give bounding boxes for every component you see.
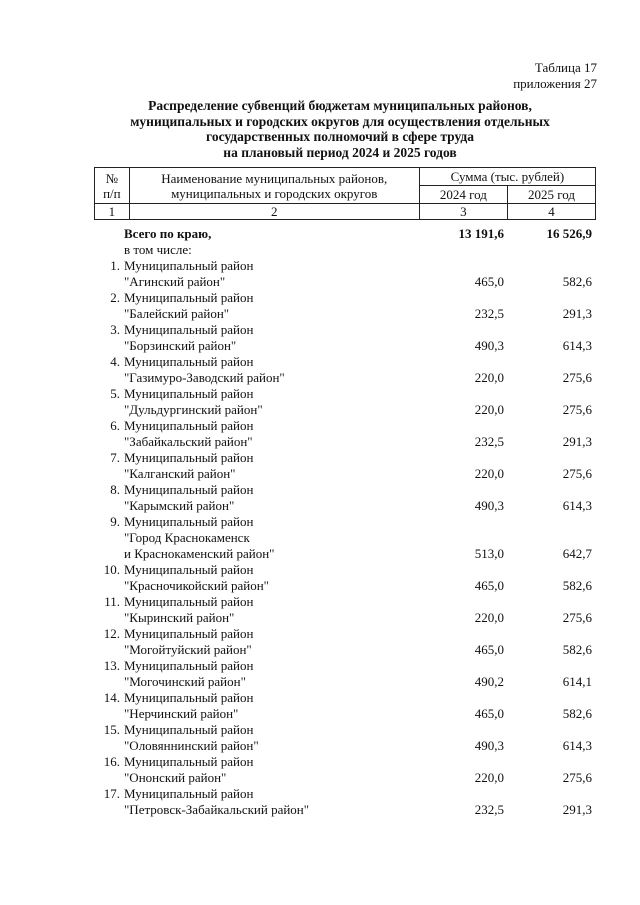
- municipality-name: [124, 626, 424, 658]
- row-number: 12.: [103, 626, 120, 641]
- value-2024: 490,3: [474, 498, 504, 513]
- name-line: "Ононский район": [124, 770, 227, 785]
- name-line: Муниципальный район: [124, 594, 254, 609]
- column-index-4: 4: [507, 204, 595, 220]
- name-line: Муниципальный район: [124, 514, 254, 529]
- name-line: Муниципальный район: [124, 258, 254, 273]
- value-2025: 275,6: [562, 610, 592, 625]
- name-line: Муниципальный район: [124, 290, 254, 305]
- name-line: "Забайкальский район": [124, 434, 253, 449]
- sum-column-header: Сумма (тыс. рублей): [419, 168, 595, 186]
- municipality-name: [124, 562, 424, 594]
- value-2024: 232,5: [474, 434, 504, 449]
- value-2025: 291,3: [562, 306, 592, 321]
- total-label: Всего по краю,: [124, 226, 212, 241]
- name-line: Муниципальный район: [124, 354, 254, 369]
- value-2025: 275,6: [562, 770, 592, 785]
- name-line: и Краснокаменский район": [124, 546, 275, 561]
- name-line: Муниципальный район: [124, 626, 254, 641]
- year-2025-header: 2025 год: [507, 186, 595, 204]
- title-line: государственных полномочий в сфере труда: [206, 129, 474, 144]
- name-column-header: [129, 168, 419, 204]
- value-2024: 490,2: [474, 674, 504, 689]
- value-2024: 465,0: [474, 706, 504, 721]
- name-line: Муниципальный район: [124, 562, 254, 577]
- name-line: "Газимуро-Заводский район": [124, 370, 285, 385]
- table-number: Таблица 17: [534, 60, 597, 75]
- value-2025: 291,3: [562, 434, 592, 449]
- name-line: Муниципальный район: [124, 418, 254, 433]
- name-line: Муниципальный район: [124, 722, 254, 737]
- name-line: "Борзинский район": [124, 338, 237, 353]
- column-index-1: 1: [95, 204, 130, 220]
- name-line: Муниципальный район: [124, 658, 254, 673]
- row-number: 16.: [103, 754, 120, 769]
- document-title: [90, 98, 590, 160]
- name-line: Муниципальный район: [124, 322, 254, 337]
- row-number: 15.: [103, 722, 120, 737]
- value-2024: 465,0: [474, 578, 504, 593]
- municipality-name: [124, 258, 424, 290]
- table-row: [94, 290, 596, 322]
- table-row: [94, 450, 596, 482]
- table-row: [94, 754, 596, 786]
- row-number: 2.: [110, 290, 120, 305]
- title-line: на плановый период 2024 и 2025 годов: [223, 144, 457, 160]
- table-row: [94, 786, 596, 818]
- value-2024: 220,0: [474, 466, 504, 481]
- value-2025: 614,1: [562, 674, 592, 689]
- name-line: Муниципальный район: [124, 450, 254, 465]
- value-2024: 232,5: [474, 306, 504, 321]
- including-label: в том числе:: [124, 242, 192, 257]
- municipality-name: [124, 658, 424, 690]
- name-line: "Могочинский район": [124, 674, 246, 689]
- value-2025: 291,3: [562, 802, 592, 817]
- table-row: [94, 386, 596, 418]
- row-number: 6.: [110, 418, 120, 433]
- name-line: "Балейский район": [124, 306, 230, 321]
- value-2024: 465,0: [474, 642, 504, 657]
- value-2024: 465,0: [474, 274, 504, 289]
- name-line: "Петровск-Забайкальский район": [124, 802, 310, 817]
- municipality-name: [124, 594, 424, 626]
- column-index-2: 2: [129, 204, 419, 220]
- row-number: 14.: [103, 690, 120, 705]
- value-2025: 614,3: [562, 498, 592, 513]
- table-row: [94, 626, 596, 658]
- value-2024: 513,0: [474, 546, 504, 561]
- row-number: 9.: [110, 514, 120, 529]
- row-number: 5.: [110, 386, 120, 401]
- row-number: 8.: [110, 482, 120, 497]
- value-2025: 582,6: [562, 706, 592, 721]
- table-row: [94, 354, 596, 386]
- value-2024: 220,0: [474, 370, 504, 385]
- table-row: [94, 482, 596, 514]
- row-number: 3.: [110, 322, 120, 337]
- table-row: [94, 418, 596, 450]
- table-row: [94, 690, 596, 722]
- name-line: Муниципальный район: [124, 690, 254, 705]
- year-2024-header: 2024 год: [419, 186, 507, 204]
- value-2025: 614,3: [562, 738, 592, 753]
- municipality-name: [124, 786, 424, 818]
- municipality-name: [124, 418, 424, 450]
- table-row: [94, 258, 596, 290]
- row-number: 7.: [110, 450, 120, 465]
- name-line: "Дульдургинский район": [124, 402, 263, 417]
- name-line: "Карымский район": [124, 498, 235, 513]
- municipality-name: [124, 514, 424, 562]
- value-2024: 490,3: [474, 338, 504, 353]
- name-line: Муниципальный район: [124, 386, 254, 401]
- table-body: [94, 226, 596, 818]
- row-number: 13.: [103, 658, 120, 673]
- value-2025: 582,6: [562, 578, 592, 593]
- title-line: муниципальных и городских округов для осуществления отдельных: [130, 113, 550, 129]
- value-2025: 275,6: [562, 466, 592, 481]
- municipality-name: [124, 754, 424, 786]
- name-line: "Агинский район": [124, 274, 226, 289]
- municipality-name: [124, 450, 424, 482]
- value-2025: 275,6: [562, 370, 592, 385]
- row-number: 1.: [110, 258, 120, 273]
- row-number: 11.: [104, 594, 120, 609]
- municipality-name: [124, 322, 424, 354]
- row-number: 17.: [103, 786, 120, 801]
- value-2024: 220,0: [474, 610, 504, 625]
- num-symbol: №: [105, 170, 119, 186]
- including-row: [94, 242, 596, 258]
- table-row: [94, 514, 596, 562]
- name-line: "Кыринский район": [124, 610, 235, 625]
- name-line: Муниципальный район: [124, 482, 254, 497]
- name-line: Муниципальный район: [124, 754, 254, 769]
- value-2024: 232,5: [474, 802, 504, 817]
- total-2025: 16 526,9: [546, 226, 592, 241]
- table-row: [94, 322, 596, 354]
- name-line: "Оловяннинский район": [124, 738, 259, 753]
- table-header: [94, 167, 596, 220]
- name-line: "Могойтуйский район": [124, 642, 252, 657]
- total-2024: 13 191,6: [458, 226, 504, 241]
- name-line: Муниципальный район: [124, 786, 254, 801]
- value-2024: 220,0: [474, 770, 504, 785]
- municipality-name: [124, 290, 424, 322]
- table-row: [94, 594, 596, 626]
- num-column-header: [95, 168, 130, 204]
- table-row: [94, 562, 596, 594]
- table-reference: [513, 60, 597, 92]
- table-row: [94, 658, 596, 690]
- row-number: 4.: [110, 354, 120, 369]
- municipality-name: [124, 482, 424, 514]
- name-line: "Красночикойский район": [124, 578, 269, 593]
- name-line: "Калганский район": [124, 466, 236, 481]
- value-2025: 582,6: [562, 642, 592, 657]
- value-2025: 642,7: [562, 546, 592, 561]
- name-line: "Нерчинский район": [124, 706, 239, 721]
- total-row: [94, 226, 596, 242]
- appendix-number: приложения 27: [513, 76, 597, 91]
- municipality-name: [124, 354, 424, 386]
- row-number: 10.: [103, 562, 120, 577]
- municipality-name: [124, 722, 424, 754]
- num-abbrev: п/п: [103, 185, 121, 201]
- value-2025: 614,3: [562, 338, 592, 353]
- table-row: [94, 722, 596, 754]
- name-header-line: муниципальных и городских округов: [171, 185, 378, 201]
- municipality-name: [124, 690, 424, 722]
- value-2025: 582,6: [562, 274, 592, 289]
- value-2024: 490,3: [474, 738, 504, 753]
- value-2024: 220,0: [474, 402, 504, 417]
- value-2025: 275,6: [562, 402, 592, 417]
- municipality-name: [124, 386, 424, 418]
- name-header-line: Наименование муниципальных районов,: [161, 170, 388, 186]
- name-line: "Город Краснокаменск: [124, 530, 250, 545]
- column-index-3: 3: [419, 204, 507, 220]
- title-line: Распределение субвенций бюджетам муниципальных районов,: [148, 98, 532, 113]
